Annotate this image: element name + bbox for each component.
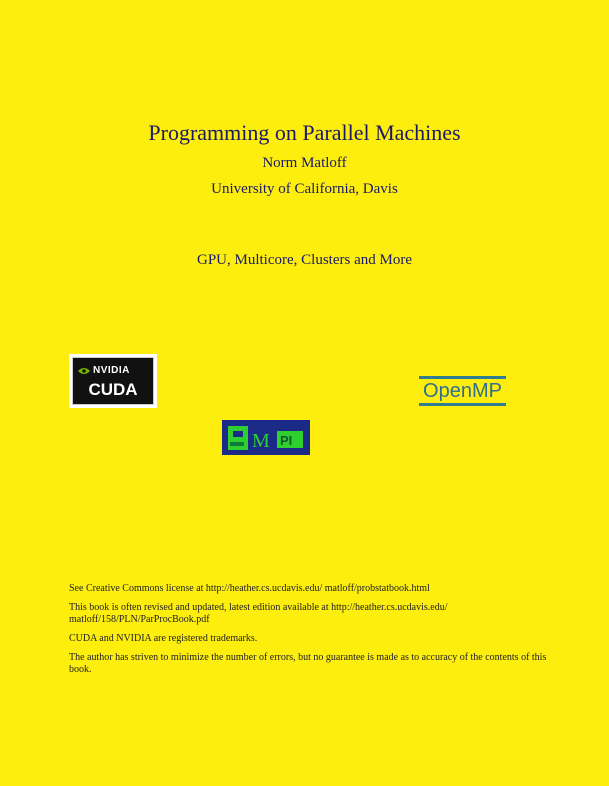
mpi-logo-graphic <box>222 420 310 455</box>
cuda-product-text: CUDA <box>88 380 138 399</box>
openmp-logo <box>419 376 506 406</box>
mpi-logo <box>222 420 310 455</box>
book-title: Programming on Parallel Machines <box>148 120 461 145</box>
edition-note: This book is often revised and updated, latest edition available at http://heather.cs.ucdavis.edu/ matloff/158/PLN/ParProcBook.pdf <box>69 602 448 625</box>
trademark-note: CUDA and NVIDIA are registered trademarks. <box>69 633 258 644</box>
cuda-logo-badge <box>72 357 154 405</box>
cover-notes <box>69 583 547 683</box>
openmp-bottom-bar <box>419 403 506 406</box>
svg-text:PI: PI <box>280 433 293 448</box>
license-note: See Creative Commons license at http://heather.cs.ucdavis.edu/ matloff/probstatbook.html <box>69 583 430 594</box>
nvidia-cuda-logo <box>69 354 157 408</box>
openmp-logo-text: OpenMP <box>423 380 502 402</box>
author-affiliation: University of California, Davis <box>211 181 398 197</box>
author-name: Norm Matloff <box>262 155 347 171</box>
book-subtitle: GPU, Multicore, Clusters and More <box>197 252 412 268</box>
nvidia-eye-icon <box>78 367 90 375</box>
nvidia-brand-text: NVIDIA <box>93 365 130 376</box>
disclaimer-note: The author has striven to minimize the number of errors, but no guarantee is made as to accuracy of the contents of this book. <box>69 652 547 675</box>
svg-text:M: M <box>252 430 270 452</box>
